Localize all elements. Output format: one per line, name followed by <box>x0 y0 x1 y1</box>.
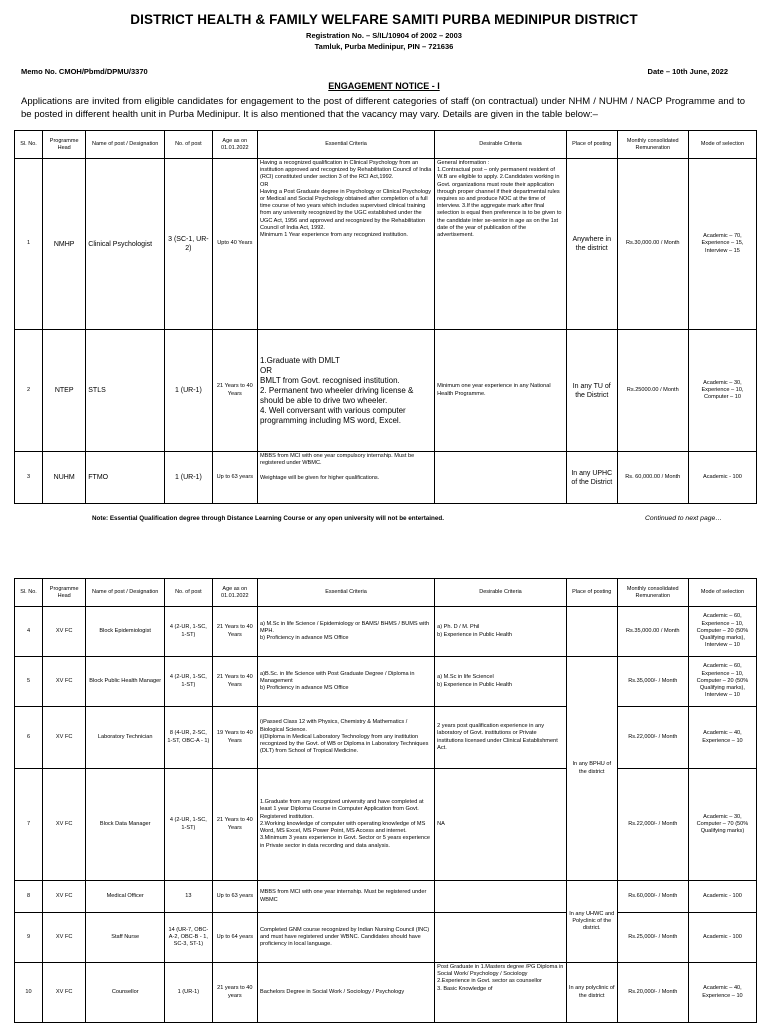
cell-remuneration: Rs.25000.00 / Month <box>617 330 688 452</box>
cell-programme: XV FC <box>43 881 86 913</box>
cell-selection: Academic – 40, Experience – 10 <box>688 963 756 1023</box>
cell-essential: MBBS from MCI with one year compulsory internship. Must be registered under WBMC. Weightage will be given for higher qualifications. <box>257 452 434 504</box>
col-header-age: Age as on 01.01.2022 <box>212 131 257 159</box>
cell-no-of-post: 1 (UR-1) <box>165 330 213 452</box>
cell-sl: 9 <box>15 913 43 963</box>
cell-programme: XV FC <box>43 963 86 1023</box>
cell-desirable: a) Ph. D / M. Phil b) Experience in Public Health <box>435 607 567 657</box>
cell-selection: Academic – 30, Computer – 70 (50% Qualifying marks) <box>688 769 756 881</box>
col-header-post: Name of post / Designation <box>86 131 165 159</box>
table-row <box>15 452 757 504</box>
cell-post: Laboratory Technician <box>86 707 165 769</box>
cell-remuneration: Rs.35,000.00 / Month <box>617 607 688 657</box>
table-row <box>15 963 757 1023</box>
cell-desirable: 2 years post qualification experience in any laboratory of Govt. institutions or Private institutions licensed under Clinical Establishment Act. <box>435 707 567 769</box>
cell-programme: NUHM <box>43 452 86 504</box>
cell-desirable: Minimum one year experience in any National Health Programme. <box>435 330 567 452</box>
cell-age: Up to 63 years <box>212 881 257 913</box>
cell-remuneration: Rs.20,000/- / Month <box>617 963 688 1023</box>
table-row <box>15 769 757 881</box>
cell-post: STLS <box>86 330 165 452</box>
cell-age: Up to 63 years <box>212 452 257 504</box>
notice-date: Date – 10th June, 2022 <box>647 67 728 76</box>
cell-selection: Academic – 60, Experience – 10, Computer – 20 (50% Qualifying marks), Interview – 10 <box>688 607 756 657</box>
col-header-desirable: Desirable Criteria <box>435 579 567 607</box>
cell-sl: 6 <box>15 707 43 769</box>
cell-essential: i)Passed Class 12 with Physics, Chemistry & Mathematics / Biological Science. ii)Diploma in Medical Laboratory Technology from any institution recognized by the Govt. of WB or Diploma in Laboratory Techniques (DLT) from School of Tropical Medicine. <box>257 707 434 769</box>
org-title: DISTRICT HEALTH & FAMILY WELFARE SAMITI PURBA MEDINIPUR DISTRICT <box>130 12 638 27</box>
cell-selection: Academic - 100 <box>688 881 756 913</box>
cell-desirable: General information : 1.Contractual post – only permanent resident of W.B are eligible to apply. 2.Candidates working in Govt. organizations must route their application through proper channel if their departmental rules requires so and produce NOC at the time of interview. 3.If the aggregate mark after final selection is equal then preference is to be given to the candidate inter se-senior in age as on the 1st date of the year of publication of the advertisement. <box>435 159 567 330</box>
continued-label: Continued to next page… <box>645 515 723 522</box>
cell-desirable <box>435 452 567 504</box>
cell-essential: MBBS from MCI with one year internship. Must be registered under WBMC <box>257 881 434 913</box>
table-row <box>15 607 757 657</box>
cell-sl: 10 <box>15 963 43 1023</box>
cell-programme: XV FC <box>43 913 86 963</box>
cell-age: Upto 40 Years <box>212 159 257 330</box>
col-header-desirable: Desirable Criteria <box>435 131 567 159</box>
col-header-programme: Programme Head <box>43 131 86 159</box>
cell-no-of-post: 4 (2-UR, 1-SC, 1-ST) <box>165 657 213 707</box>
cell-age: Up to 64 years <box>212 913 257 963</box>
cell-programme: XV FC <box>43 657 86 707</box>
table-row <box>15 707 757 769</box>
table-row <box>15 881 757 913</box>
cell-remuneration: Rs.30,000.00 / Month <box>617 159 688 330</box>
cell-selection: Academic – 40, Experience – 10 <box>688 707 756 769</box>
table-row <box>15 913 757 963</box>
col-header-age: Age as on 01.01.2022 <box>212 579 257 607</box>
col-header-place: Place of posting <box>566 131 617 159</box>
cell-place: In any TU of the District <box>566 330 617 452</box>
cell-no-of-post: 3 (SC-1, UR-2) <box>165 159 213 330</box>
cell-essential: 1.Graduate with DMLT OR BMLT from Govt. recognised institution. 2. Permanent two wheeler driving license & should be able to drive two wheeler. 4. Well conversant with various computer programming including MS word, Excel. <box>257 330 434 452</box>
col-header-selection: Mode of selection <box>688 131 756 159</box>
table-header-row <box>15 131 757 159</box>
cell-post: Medical Officer <box>86 881 165 913</box>
cell-age: 21 Years to 40 Years <box>212 769 257 881</box>
cell-essential: 1.Graduate from any recognized university and have completed at least 1 year Diploma Course in Computer Application from Govt. Registered institution. 2.Working knowledge of computer with operating knowledge of MS Word, MS Excel, MS Power Point, MS Access and internet. 3.Minimum 3 years experience in Govt. Sector or 5 years experience in Private sector in data recording and data analysis. <box>257 769 434 881</box>
cell-essential: a) M.Sc in life Science / Epidemiology or BAMS/ BHMS / BUMS with MPH. b) Proficiency in advance MS Office <box>257 607 434 657</box>
cell-no-of-post: 14 (UR-7, OBC-A-2, OBC-B - 1, SC-3, ST-1) <box>165 913 213 963</box>
cell-remuneration: Rs.35,000/- / Month <box>617 657 688 707</box>
vacancy-table-1 <box>14 130 757 504</box>
cell-programme: XV FC <box>43 707 86 769</box>
col-header-no-of-post: No. of post <box>165 131 213 159</box>
cell-no-of-post: 1 (UR-1) <box>165 452 213 504</box>
cell-essential: Completed GNM course recognized by Indian Nursing Council (INC) and must have registered under WBNC. Candidates should have proficiency in local language. <box>257 913 434 963</box>
cell-programme: XV FC <box>43 607 86 657</box>
cell-age: 19 Years to 40 Years <box>212 707 257 769</box>
col-header-programme: Programme Head <box>43 579 86 607</box>
col-header-place: Place of posting <box>566 579 617 607</box>
cell-programme: NMHP <box>43 159 86 330</box>
cell-place-empty <box>566 607 617 657</box>
cell-no-of-post: 13 <box>165 881 213 913</box>
cell-sl: 2 <box>15 330 43 452</box>
cell-sl: 5 <box>15 657 43 707</box>
cell-desirable: a) M.Sc in life Sciencel b) Experience in Public Health <box>435 657 567 707</box>
registration-number: Registration No. – S/IL/10904 of 2002 – 2003 <box>306 31 462 40</box>
table-row <box>15 159 757 330</box>
cell-desirable: NA <box>435 769 567 881</box>
cell-sl: 7 <box>15 769 43 881</box>
table-row <box>15 330 757 452</box>
cell-selection: Academic – 60, Experience – 10, Computer – 20 (50% Qualifying marks), Interview – 10 <box>688 657 756 707</box>
col-header-essential: Essential Criteria <box>257 579 434 607</box>
cell-selection: Academic – 70, Experience – 15, Interview – 15 <box>688 159 756 330</box>
cell-desirable <box>435 881 567 913</box>
cell-essential: Having a recognized qualification in Clinical Psychology from an institution approved and recognized by Rehabilitation Council of India (RCI) constituted under section 3 of the RCI Act,1992. OR Having a Post Graduate degree in Psychology or Clinical Psychology or Medical and Social Psychology obtained after completion of a full time course of two years which includes supervised clinical training from any university recognized by the UGC established under the UGC Act, 1956 and approved and recognized by the Rehabilitation Council of India Act, 1992. Minimum 1 Year experience from any recognized institution. <box>257 159 434 330</box>
cell-post: Block Data Manager <box>86 769 165 881</box>
cell-selection: Academic – 30, Experience – 10, Computer – 10 <box>688 330 756 452</box>
cell-no-of-post: 8 (4-UR, 2-SC, 1-ST, OBC-A - 1) <box>165 707 213 769</box>
cell-age: 21 years to 40 years <box>212 963 257 1023</box>
memo-number: Memo No. CMOH/Pbmd/DPMU/3370 <box>21 67 148 76</box>
col-header-post: Name of post / Designation <box>86 579 165 607</box>
cell-no-of-post: 4 (2-UR, 1-SC, 1-ST) <box>165 607 213 657</box>
col-header-no-of-post: No. of post <box>165 579 213 607</box>
table-header-row <box>15 579 757 607</box>
cell-desirable: Post Graduate in 1.Masters degree /PG Diploma in Social Work/ Psychology / Sociology 2.Experience in Govt. sector as counsellor 3. Basic Knowledge of <box>435 963 567 1023</box>
notice-title: ENGAGEMENT NOTICE - I <box>328 81 440 91</box>
cell-age: 21 Years to 40 Years <box>212 657 257 707</box>
col-header-essential: Essential Criteria <box>257 131 434 159</box>
distance-learning-note: Note: Essential Qualification degree through Distance Learning Course or any open university will not be entertained. <box>92 515 444 522</box>
cell-remuneration: Rs.22,000/- / Month <box>617 707 688 769</box>
col-header-remuneration: Monthly consolidated Remuneration <box>617 579 688 607</box>
cell-essential: a)B.Sc. in life Science with Post Graduate Degree / Diploma in Management b) Proficiency in advance MS Office <box>257 657 434 707</box>
col-header-sl: Sl. No. <box>15 579 43 607</box>
intro-paragraph: Applications are invited from eligible candidates for engagement to the post of different categories of staff (on contractual) under NHM / NUHM / NACP Programme and to be posted in different health unit in Purba Medinipur. It is also mentioned that the vacancy may vary. Details are given in the table below:– <box>21 96 745 120</box>
col-header-sl: Sl. No. <box>15 131 43 159</box>
cell-post: Staff Nurse <box>86 913 165 963</box>
cell-selection: Academic - 100 <box>688 913 756 963</box>
cell-remuneration: Rs.60,000/- / Month <box>617 881 688 913</box>
cell-programme: NTEP <box>43 330 86 452</box>
cell-place: In any polyclinic of the district <box>566 963 617 1023</box>
cell-essential: Bachelors Degree in Social Work / Sociology / Psychology <box>257 963 434 1023</box>
cell-sl: 1 <box>15 159 43 330</box>
cell-age: 21 Years to 40 Years <box>212 607 257 657</box>
cell-post: FTMO <box>86 452 165 504</box>
cell-sl: 8 <box>15 881 43 913</box>
cell-sl: 4 <box>15 607 43 657</box>
cell-no-of-post: 4 (2-UR, 1-SC, 1-ST) <box>165 769 213 881</box>
cell-post: Block Public Health Manager <box>86 657 165 707</box>
cell-post: Block Epidemiologist <box>86 607 165 657</box>
org-address: Tamluk, Purba Medinipur, PIN – 721636 <box>314 42 454 51</box>
cell-selection: Academic - 100 <box>688 452 756 504</box>
cell-remuneration: Rs.25,000/- / Month <box>617 913 688 963</box>
cell-programme: XV FC <box>43 769 86 881</box>
col-header-remuneration: Monthly consolidated Remuneration <box>617 131 688 159</box>
cell-age: 21 Years to 40 Years <box>212 330 257 452</box>
cell-sl: 3 <box>15 452 43 504</box>
table-row <box>15 657 757 707</box>
cell-remuneration: Rs. 60,000.00 / Month <box>617 452 688 504</box>
cell-place-uhwc: In any UHWC and Polyclinic of the district. <box>566 881 617 963</box>
cell-post: Clinical Psychologist <box>86 159 165 330</box>
cell-no-of-post: 1 (UR-1) <box>165 963 213 1023</box>
cell-desirable <box>435 913 567 963</box>
cell-place-bphu: In any BPHU of the district <box>566 657 617 881</box>
vacancy-table-2 <box>14 578 757 1023</box>
cell-place: Anywhere in the district <box>566 159 617 330</box>
col-header-selection: Mode of selection <box>688 579 756 607</box>
cell-post: Counsellor <box>86 963 165 1023</box>
cell-place: In any UPHC of the District <box>566 452 617 504</box>
cell-remuneration: Rs.22,000/- / Month <box>617 769 688 881</box>
